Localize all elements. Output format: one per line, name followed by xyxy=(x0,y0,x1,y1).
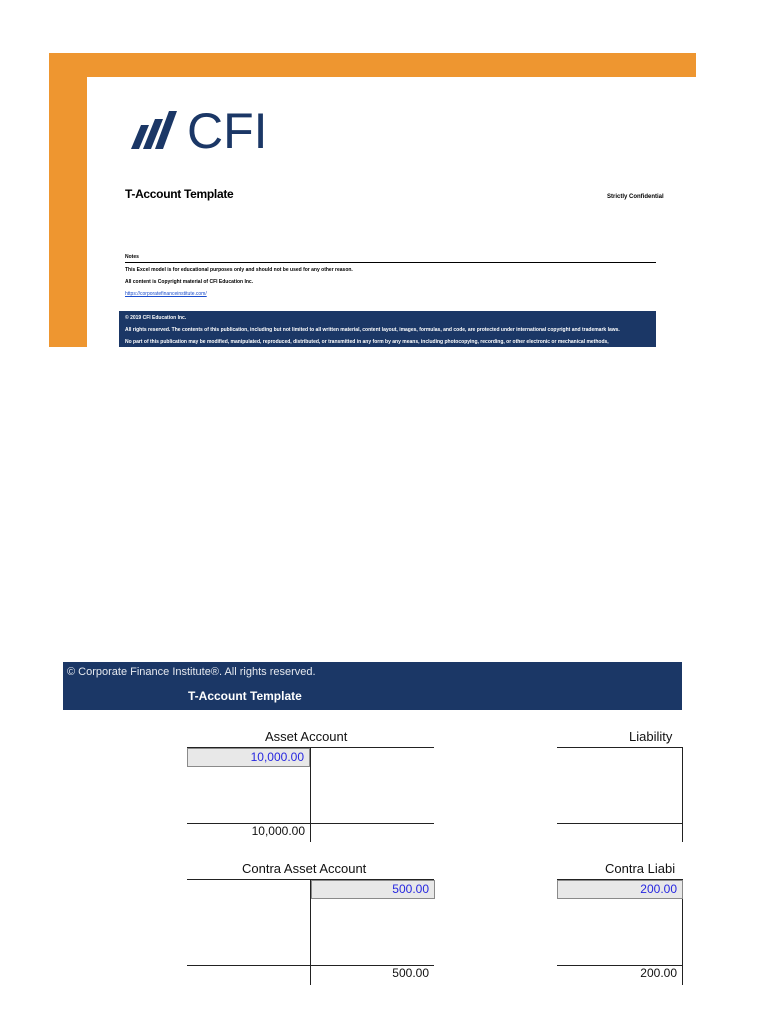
copyright-box xyxy=(119,311,656,347)
contra-liability-title: Contra Liabi xyxy=(605,861,676,876)
contra-asset-credit-entry[interactable]: 500.00 xyxy=(311,880,435,899)
note-line: This Excel model is for educational purposes only and should not be used for any other reason. xyxy=(125,267,353,273)
liability-center-line xyxy=(682,747,683,842)
asset-debit-entry[interactable]: 10,000.00 xyxy=(187,748,310,767)
cover-page xyxy=(87,77,696,347)
copyright-line: No part of this publication may be modified, manipulated, reproduced, distributed, or transmitted in any form by any means, including photocopying, recording, or other electronic or mechanical methods, xyxy=(125,339,609,345)
contra-asset-title: Contra Asset Account xyxy=(242,861,367,876)
contra-liability-total: 200.00 xyxy=(640,966,677,980)
contra-asset-credit-total: 500.00 xyxy=(392,966,429,980)
sheet-banner xyxy=(63,662,682,710)
notes-divider xyxy=(125,262,656,263)
note-line: All content is Copyright material of CFI Education Inc. xyxy=(125,279,254,285)
asset-account-title: Asset Account xyxy=(265,729,348,744)
cfi-logo xyxy=(127,105,287,153)
liability-account-title: Liability xyxy=(629,729,673,744)
cover-title: T-Account Template xyxy=(125,187,234,201)
asset-debit-total: 10,000.00 xyxy=(251,824,305,838)
copyright-line: All rights reserved. The contents of this publication, including but not limited to all written material, content layout, images, formulas, and code, are protected under international copyright and trademark laws. xyxy=(125,327,620,333)
logo-text: CFI xyxy=(187,105,268,153)
cfi-website-link[interactable]: https://corporatefinanceinstitute.com/ xyxy=(125,291,207,297)
copyright-line: © 2019 CFI Education Inc. xyxy=(125,315,187,321)
contra-liability-entry[interactable]: 200.00 xyxy=(557,880,683,899)
liability-top-line xyxy=(557,747,682,748)
liability-total-line xyxy=(557,823,682,824)
confidential-label: Strictly Confidential xyxy=(607,194,664,200)
banner-copyright: © Corporate Finance Institute®. All rights reserved. xyxy=(67,666,316,678)
banner-title: T-Account Template xyxy=(188,689,302,703)
asset-center-line xyxy=(310,747,311,842)
notes-heading: Notes xyxy=(125,254,139,260)
